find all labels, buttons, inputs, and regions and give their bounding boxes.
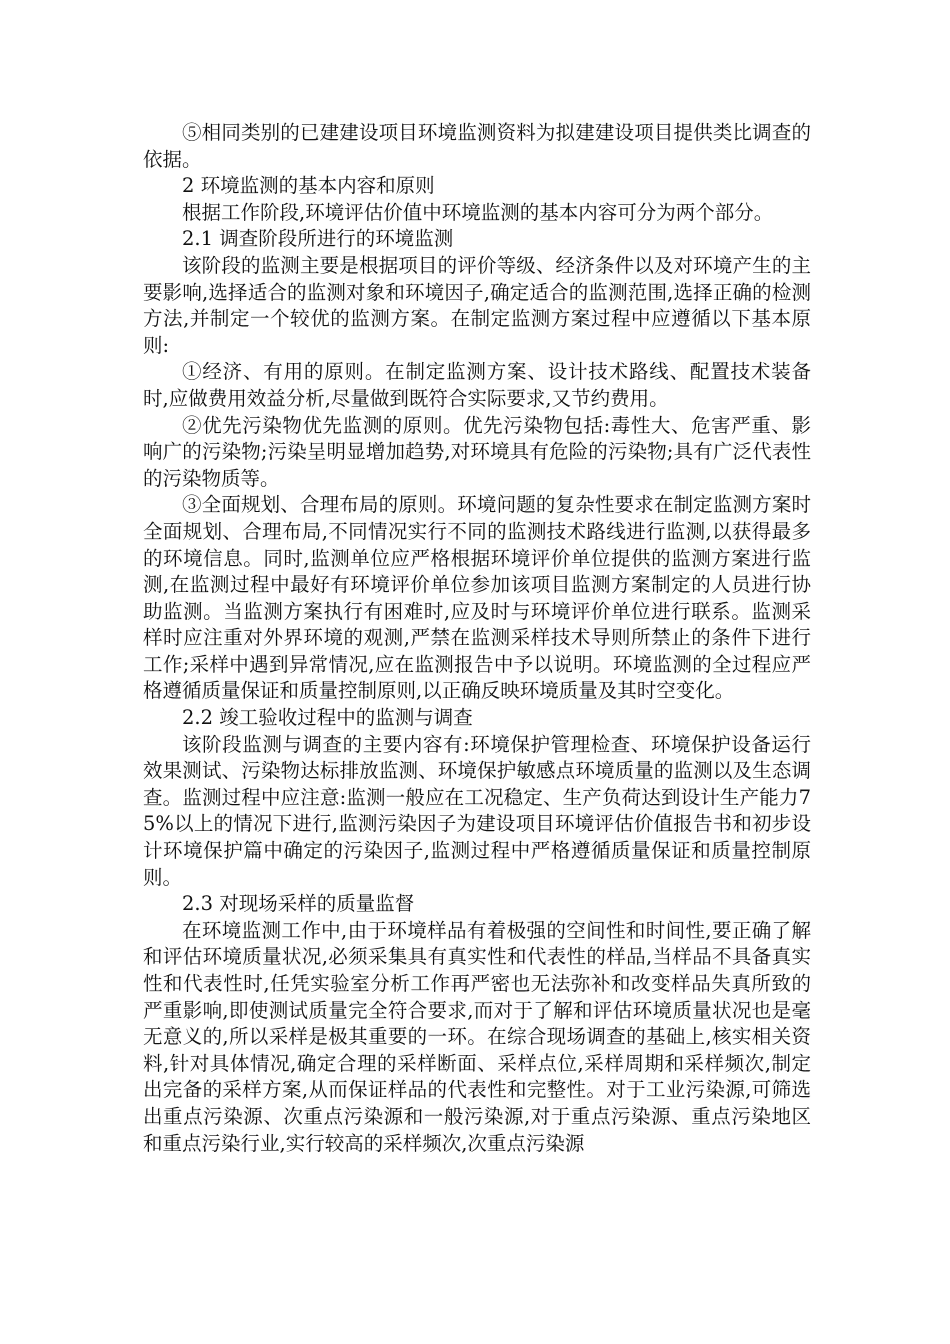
- paragraph-principle-2: ②优先污染物优先监测的原则。优先污染物包括:毒性大、危害严重、影响广的污染物;污染呈明显增加趋势,对环境具有危险的污染物;具有广泛代表性的污染物质等。: [143, 413, 811, 490]
- paragraph-comparison-basis: ⑤相同类别的已建建设项目环境监测资料为拟建建设项目提供类比调查的依据。: [143, 121, 811, 171]
- document-body: [143, 120, 811, 1157]
- paragraph-2-1-intro: 该阶段的监测主要是根据项目的评价等级、经济条件以及对环境产生的主要影响,选择适合的监测对象和环境因子,确定适合的监测范围,选择正确的检测方法,并制定一个较优的监测方案。在制定监测方案过程中应遵循以下基本原则:: [143, 253, 811, 357]
- section-heading-2-2: 2.2 竣工验收过程中的监测与调查: [182, 706, 473, 730]
- section-heading-2-1: 2.1 调查阶段所进行的环境监测: [182, 227, 454, 251]
- section-heading-2: 2 环境监测的基本内容和原则: [182, 174, 435, 198]
- section-heading-2-3: 2.3 对现场采样的质量监督: [182, 892, 415, 916]
- paragraph-2-3-content: 在环境监测工作中,由于环境样品有着极强的空间性和时间性,要正确了解和评估环境质量状况,必须采集具有真实性和代表性的样品,当样品不具备真实性和代表性时,任凭实验室分析工作再严密也无法弥补和改变样品失真所致的严重影响,即使测试质量完全符合要求,而对于了解和评估环境质量状况也是毫无意义的,所以采样是极其重要的一环。在综合现场调查的基础上,核实相关资料,针对具体情况,确定合理的采样断面、采样点位,采样周期和采样频次,制定出完备的采样方案,从而保证样品的代表性和完整性。对于工业污染源,可筛选出重点污染源、次重点污染源和一般污染源,对于重点污染源、重点污染地区和重点污染行业,实行较高的采样频次,次重点污染源: [143, 918, 811, 1155]
- paragraph-principle-3: ③全面规划、合理布局的原则。环境问题的复杂性要求在制定监测方案时全面规划、合理布局,不同情况实行不同的监测技术路线进行监测,以获得最多的环境信息。同时,监测单位应严格根据环境评价单位提供的监测方案进行监测,在监测过程中最好有环境评价单位参加该项目监测方案制定的人员进行协助监测。当监测方案执行有困难时,应及时与环境评价单位进行联系。监测采样时应注重对外界环境的观测,严禁在监测采样技术导则所禁止的条件下进行工作;采样中遇到异常情况,应在监测报告中予以说明。环境监测的全过程应严格遵循质量保证和质量控制原则,以正确反映环境质量及其时空变化。: [143, 493, 811, 703]
- paragraph-section-2-intro: 根据工作阶段,环境评估价值中环境监测的基本内容可分为两个部分。: [182, 200, 774, 224]
- paragraph-2-2-content: 该阶段监测与调查的主要内容有:环境保护管理检查、环境保护设备运行效果测试、污染物达标排放监测、环境保护敏感点环境质量的监测以及生态调查。监测过程中应注意:监测一般应在工况稳定、生产负荷达到设计生产能力75%以上的情况下进行,监测污染因子为建设项目环境评估价值报告书和初步设计环境保护篇中确定的污染因子,监测过程中严格遵循质量保证和质量控制原则。: [143, 732, 811, 889]
- paragraph-principle-1: ①经济、有用的原则。在制定监测方案、设计技术路线、配置技术装备时,应做费用效益分析,尽量做到既符合实际要求,又节约费用。: [143, 360, 811, 410]
